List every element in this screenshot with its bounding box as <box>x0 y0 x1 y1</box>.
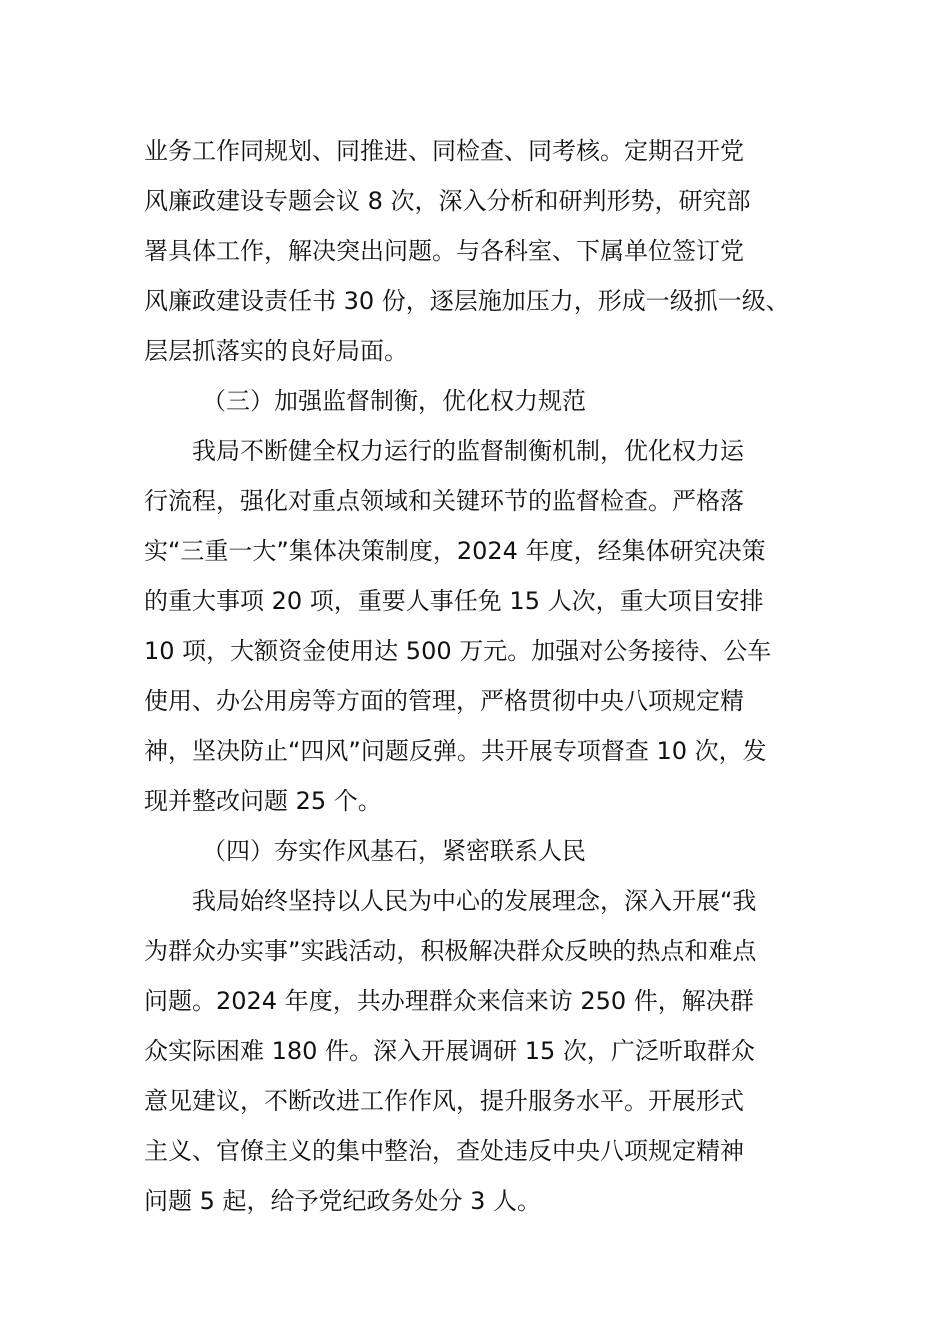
paragraph-line: 使用、办公用房等方面的管理，严格贯彻中央八项规定精 <box>144 687 744 715</box>
paragraph-line: 层层抓落实的良好局面。 <box>144 337 408 365</box>
paragraph-line: 现并整改问题 25 个。 <box>144 787 382 815</box>
section-heading: （四）夯实作风基石，紧密联系人民 <box>202 837 586 865</box>
paragraph-line: 问题。2024 年度，共办理群众来信来访 250 件，解决群 <box>144 987 754 1015</box>
paragraph-line: 我局不断健全权力运行的监督制衡机制，优化权力运 <box>192 437 744 465</box>
paragraph-line: 署具体工作，解决突出问题。与各科室、下属单位签订党 <box>144 237 744 265</box>
paragraph-line: 神，坚决防止“四风”问题反弹。共开展专项督查 10 次，发 <box>144 737 767 765</box>
section-heading: （三）加强监督制衡，优化权力规范 <box>202 387 586 415</box>
paragraph-line: 业务工作同规划、同推进、同检查、同考核。定期召开党 <box>144 137 744 165</box>
paragraph-line: 问题 5 起，给予党纪政务处分 3 人。 <box>144 1187 542 1215</box>
paragraph-line: 风廉政建设责任书 30 份，逐层施加压力，形成一级抓一级、 <box>144 287 790 315</box>
paragraph-line: 的重大事项 20 项，重要人事任免 15 人次，重大项目安排 <box>144 587 764 615</box>
paragraph-line: 我局始终坚持以人民为中心的发展理念，深入开展“我 <box>192 887 757 915</box>
document-body <box>144 126 824 1226</box>
paragraph-line: 为群众办实事”实践活动，积极解决群众反映的热点和难点 <box>144 937 757 965</box>
paragraph-line: 众实际困难 180 件。深入开展调研 15 次，广泛听取群众 <box>144 1037 755 1065</box>
paragraph-line: 10 项，大额资金使用达 500 万元。加强对公务接待、公车 <box>144 637 772 665</box>
paragraph-line: 风廉政建设专题会议 8 次，深入分析和研判形势，研究部 <box>144 187 751 215</box>
paragraph-line: 主义、官僚主义的集中整治，查处违反中央八项规定精神 <box>144 1137 744 1165</box>
paragraph-line: 行流程，强化对重点领域和关键环节的监督检查。严格落 <box>144 487 744 515</box>
paragraph-line: 意见建议，不断改进工作作风，提升服务水平。开展形式 <box>144 1087 744 1115</box>
paragraph-line: 实“三重一大”集体决策制度，2024 年度，经集体研究决策 <box>144 537 766 565</box>
